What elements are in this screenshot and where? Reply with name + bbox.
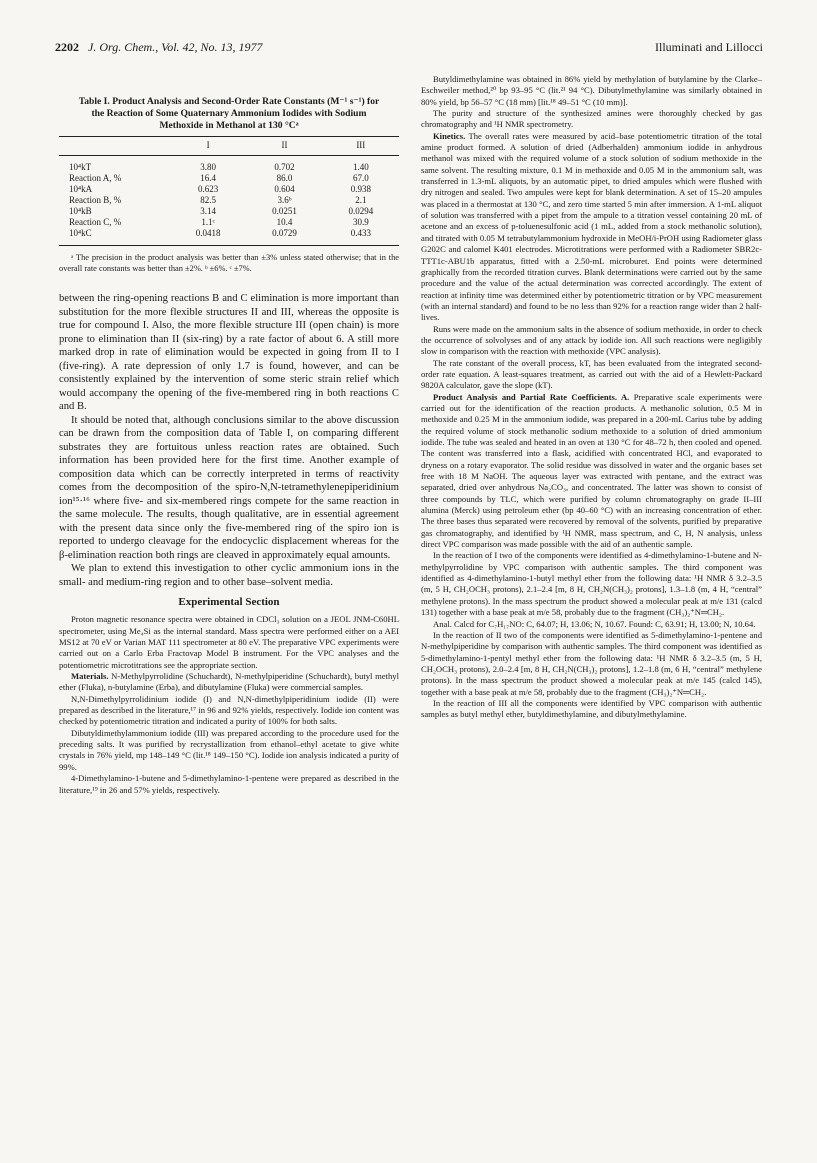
paragraph-text: The purity and structure of the synthesized amines were thoroughly checked by gas chromatography and ¹H NMR spectrometry. (421, 108, 762, 130)
table-caption: Table I. Product Analysis and Second-Order Rate Constants (M⁻¹ s⁻¹) for the Reaction of Some Quaternary Ammonium Iodides with Sodium Methoxide in Methanol at 130 °Cᵃ (78, 96, 380, 131)
paragraph-lead: Kinetics. (433, 130, 466, 141)
paragraph (421, 550, 762, 618)
paragraph-text: 4-Dimethylamino-1-butene and 5-dimethylamino-1-pentene were prepared as described in the literature,¹⁹ in 26 and 57% yields, respectively. (59, 773, 399, 795)
row-label: 10⁴kA (69, 184, 93, 194)
paragraph (421, 619, 762, 630)
table-cell: 0.433 (323, 228, 399, 246)
paragraph-text: Preparative scale experiments were carried out for the identification of the reaction products. A methanolic solution, 0.5 M in methoxide and 0.25 M in the ammonium iodide, was prepared in a 200-mL Carius tube by adding the required volume of stock methanolic sodium methoxide to a solution of dried ammonium iodide. The tube was sealed and heated in an oven at 130 °C for 48–72 h, then cooled and opened. The content was transferred into a flask, acidified with concentrated HCl, and evaporated to dryness on a rotary evaporator. The solid residue was dissolved in water and the organic bases set free with 18 M NaOH. The aqueous layer was extracted with pentane, and the extract was separated, dried over anhydrous Na₂CO₃, and concentrated. The latter was shown to consist of three compounds by TLC, which were purified by column chromatography on grade II–III alumina (Merck) using petroleum ether (bp 40–60 °C) with an increasing concentration of ether. The three bases thus separated were recovered by removal of the solvents, purified by preparative gas chromatography, and identified by ¹H NMR, mass spectrum, and C, H, N analysis, unless direct VPC comparison was made possible with the aid of an authentic sample. (421, 391, 762, 550)
paragraph (59, 694, 399, 728)
table-cell: 30.9 (352, 217, 369, 227)
table-row (59, 206, 399, 217)
paragraph (421, 74, 762, 108)
column-header: III (323, 137, 399, 156)
column-header: II (246, 137, 322, 156)
table-cell: 0.938 (350, 184, 371, 194)
table-cell: 1.1ᶜ (201, 217, 215, 227)
row-label: Reaction A, % (69, 173, 122, 183)
table-row (59, 156, 399, 174)
paragraph (59, 614, 399, 671)
row-label: 10⁴kT (69, 162, 92, 172)
paragraph (421, 698, 762, 721)
row-label: Reaction C, % (69, 217, 122, 227)
paragraph-text: Dibutyldimethylammonium iodide (III) was prepared according to the procedure used for the preceding salts. It was purified by recrystallization from ethanol–ethyl acetate to give white crystals in 76% yield, mp 148–149 °C (lit.¹⁸ 149–150 °C). Iodide ion analysis indicated a purity of 99%. (59, 727, 399, 772)
running-authors: Illuminati and Lillocci (655, 40, 763, 54)
header-left (55, 40, 269, 55)
table-cell: 10.4 (276, 217, 293, 227)
right-column (421, 74, 762, 721)
table-cell: 16.4 (200, 173, 217, 183)
paragraph: It should be noted that, although conclusions similar to the above discussion can be drawn from the composition data of Table I, on comparing different substrates they are fortuitous unless reaction rates are obtained. Such information has been provided here for the first time. Another example of composition data which can be correctly interpreted in terms of reactivity comes from the decomposition of the spiro-N,N-tetramethylenepiperidinium ion¹⁵·¹⁶ where five- and six-membered rings compete for the same reaction in the same molecule. The results, though qualitative, are in essential agreement with the present data since only the five-membered ring of the spiro ion is reported to undergo cleavage for the endocyclic displacement whereas for the β-elimination reaction both rings are cleaved in approximately equal amounts. (59, 414, 399, 561)
discussion-text (59, 292, 399, 589)
paragraph (421, 358, 762, 392)
journal-citation: J. Org. Chem., Vol. 42, No. 13, 1977 (88, 40, 263, 54)
paragraph (59, 728, 399, 773)
rate-table (59, 136, 399, 246)
table-cell: 3.6ᵇ (277, 195, 292, 205)
page-header (55, 40, 763, 55)
paragraph (421, 108, 762, 131)
table-cell: 3.80 (200, 162, 217, 172)
paragraph (421, 630, 762, 698)
column-header: I (170, 137, 246, 156)
paragraph-text: The overall rates were measured by acid–base potentiometric titration of the total amine product formed. A solution of dried (Adberhalden) ammonium iodide in anhydrous methanol was mixed with the required volume of a stock solution of sodium methoxide in the same solvent. The resulting mixture, 0.1 M in methoxide and 0.05 M in the ammonium salt, was transferred in 1.3-mL aliquots, by an automatic pipet, to dried ampules which were flushed with dry nitrogen and sealed. Two ampules were kept for blank determination. A set of 15–20 ampules was placed in a thermostat at 130 °C, and zero time started 5 min after immersion. A 1-mL aliquot of solution was transferred with a pipet from the ampule to a titration vessel containing 20 mL of acetone and an excess of p-toluenesulfonic acid (1 mL, added from a stock methanolic solution), and titrated with 0.05 M tetrabutylammonium hydroxide in MeOH/i-PrOH using Radiometer glass G202C and calomel K401 electrodes. Microtitrations were performed with a Radiometer SBR2c-TTT1c-ABU1b apparatus, fitted with a 2.50-mL microburet. End points were determined graphically from the recorded titration curves. Blank determinations were carried out by the same procedure and the value of the actual determination was corrected accordingly. The extent of reaction at infinity time was determined either by potentiometric titration or by VPC measurement (with an internal standard) and found to be no less than 92% for a reaction range wider than 2 half-lives. (421, 130, 762, 323)
table-cell: 0.0418 (170, 228, 246, 246)
table-corner (59, 137, 170, 156)
table-cell: 0.702 (274, 162, 295, 172)
paragraph (59, 773, 399, 796)
row-label: Reaction B, % (69, 195, 122, 205)
paragraph (421, 131, 762, 324)
table-row (59, 217, 399, 228)
table-cell: 0.0294 (348, 206, 374, 216)
row-label: 10⁴kB (69, 206, 92, 216)
table-cell: 0.0729 (246, 228, 322, 246)
paragraph-text: N-Methylpyrrolidine (Schuchardt), N-methylpiperidine (Schuchardt), butyl methyl ether (Fluka), n-butylamine (Erba), and dibutylamine (Fluka) were commercial samples. (59, 671, 399, 693)
table-cell: 67.0 (352, 173, 369, 183)
table-row (59, 173, 399, 184)
experimental-text-continued (421, 74, 762, 721)
table-cell: 86.0 (276, 173, 293, 183)
table-cell: 0.623 (198, 184, 219, 194)
paragraph-text: In the reaction of III all the components were identified by VPC comparison with authentic samples as butyl methyl ether, butyldimethylamine, and dibutylmethylamine. (421, 697, 762, 720)
paragraph-lead: Product Analysis and Partial Rate Coefficients. A. (433, 391, 630, 402)
table-footnote: ᵃ The precision in the product analysis was better than ±3% unless stated otherwise; that in the overall rate constants was better than ±2%. ᵇ ±6%. ᶜ ±7%. (59, 253, 399, 273)
experimental-text (59, 614, 399, 796)
paragraph: between the ring-opening reactions B and C elimination is more important than substitution for the more flexible structures II and III, whereas the opposite is true for compound I. Also, the more flexible structure III (open chain) is more prone to elimination than II (six-ring) by a rate factor of about 6. A still more marked drop in rate of elimination would be expected in going from II to I (five-ring). A rate depression of only 1.7 is found, however, and can be consistently explained by the intervention of some steric strain relief which would accompany the opening of the five-membered ring in both reactions C and B. (59, 293, 399, 412)
table-cell: 1.40 (352, 162, 369, 172)
paragraph-text: Proton magnetic resonance spectra were obtained in CDCl₃ solution on a JEOL JNM-C60HL spectrometer, using Me₄Si as the internal standard. Mass spectra were performed either on a AEI MS12 at 70 eV or Varian MAT 111 spectrometer at 80 eV. The preparative VPC experiments were carried out on a Carlo Erba Fractovap Model B instrument. For the VPC analyses and the potentiometric microtitrations see the appropriate section. (59, 614, 399, 670)
table-row (59, 184, 399, 195)
paragraph-lead: Materials. (71, 671, 109, 682)
paragraph (421, 324, 762, 358)
table-cell: 2.1 (355, 195, 367, 205)
table-row (59, 228, 399, 246)
table-cell: 3.14 (200, 206, 217, 216)
paragraph-text: N,N-Dimethylpyrrolidinium iodide (I) and N,N-dimethylpiperidinium iodide (II) were prepared as described in the literature,¹⁷ in 96 and 92% yields, respectively. Iodide ion content was checked by potentiometric titration and indicated a purity of 100% for both salts. (59, 693, 399, 727)
paragraph-text: Butyldimethylamine was obtained in 86% yield by methylation of butylamine by the Clarke–Eschweiler method,²⁰ bp 93–95 °C (lit.²¹ 94 °C). Dibutylmethylamine was similarly obtained in 80% yield, bp 56–57 °C (18 mm) [lit.¹⁸ 49–51 °C (10 mm)]. (421, 74, 762, 107)
paragraph-text: In the reaction of II two of the components were identified as 5-dimethylamino-1-pentene and N-methylpiperidine by comparison with authentic samples. The third component was identified as 5-dimethylamino-1-pentyl methyl ether from the following data: ¹H NMR δ 3.2–3.5 (m, 5 H, CH₂OCH₃ protons), 2.0–2.4 [m, 8 H, CH₂N(CH₃)₂ protons], 1.2–1.8 (m, 6 H, “central” methylene protons). In the mass spectrum the product showed a molecular peak at m/e 145 (calcd 145), together with a base peak at m/e 58, probably due to the fragment (CH₃)₂⁺N═CH₂. (421, 629, 762, 697)
paragraph-text: Anal. Calcd for C₇H₁₇NO: C, 64.07; H, 13.06; N, 10.67. Found: C, 63.91; H, 13.00; N, 10.64. (433, 618, 756, 629)
table-row (59, 195, 399, 206)
paragraph-text: Runs were made on the ammonium salts in the absence of sodium methoxide, in order to check the occurrence of solvolyses and of any attack by iodide ion. All such reactions were negligibly slow in comparison with the reaction with methoxide (VPC analysis). (421, 323, 762, 357)
table-cell: 82.5 (200, 195, 217, 205)
paragraph (59, 671, 399, 694)
paragraph: We plan to extend this investigation to other cyclic ammonium ions in the small- and medium-ring region and to other base–solvent media. (59, 563, 399, 588)
paragraph-text: In the reaction of I two of the components were identified as 4-dimethylamino-1-butene and N-methylpyrrolidine by VPC comparison with authentic samples. The third component was identified as 4-dimethylamino-1-butyl methyl ether from the following data: ¹H NMR δ 3.2–3.5 (m, 5 H, CH₂OCH₃ protons), 2.1–2.4 [m, 8 H, CH₂N(CH₃)₂ protons], 1.3–1.8 (m, 4 H, “central” methylene protons). In the mass spectrum the product showed a molecular peak at m/e 131 (calcd 131) together with a base peak at m/e 58, probably due to the fragment (CH₃)₂⁺N═CH₂. (421, 550, 762, 618)
left-column (59, 74, 399, 796)
paragraph (421, 392, 762, 551)
row-label: 10⁴kC (59, 228, 170, 246)
table-cell: 0.604 (274, 184, 295, 194)
table-cell: 0.0251 (272, 206, 297, 216)
paragraph-text: The rate constant of the overall process, kT, has been evaluated from the integrated second-order rate equation. A least-squares treatment, as carried out with the aid of a Hewlett-Packard 9820A calculator, gave the slope (kT). (421, 357, 762, 391)
section-heading: Experimental Section (178, 596, 280, 608)
page-number: 2202 (55, 40, 79, 54)
